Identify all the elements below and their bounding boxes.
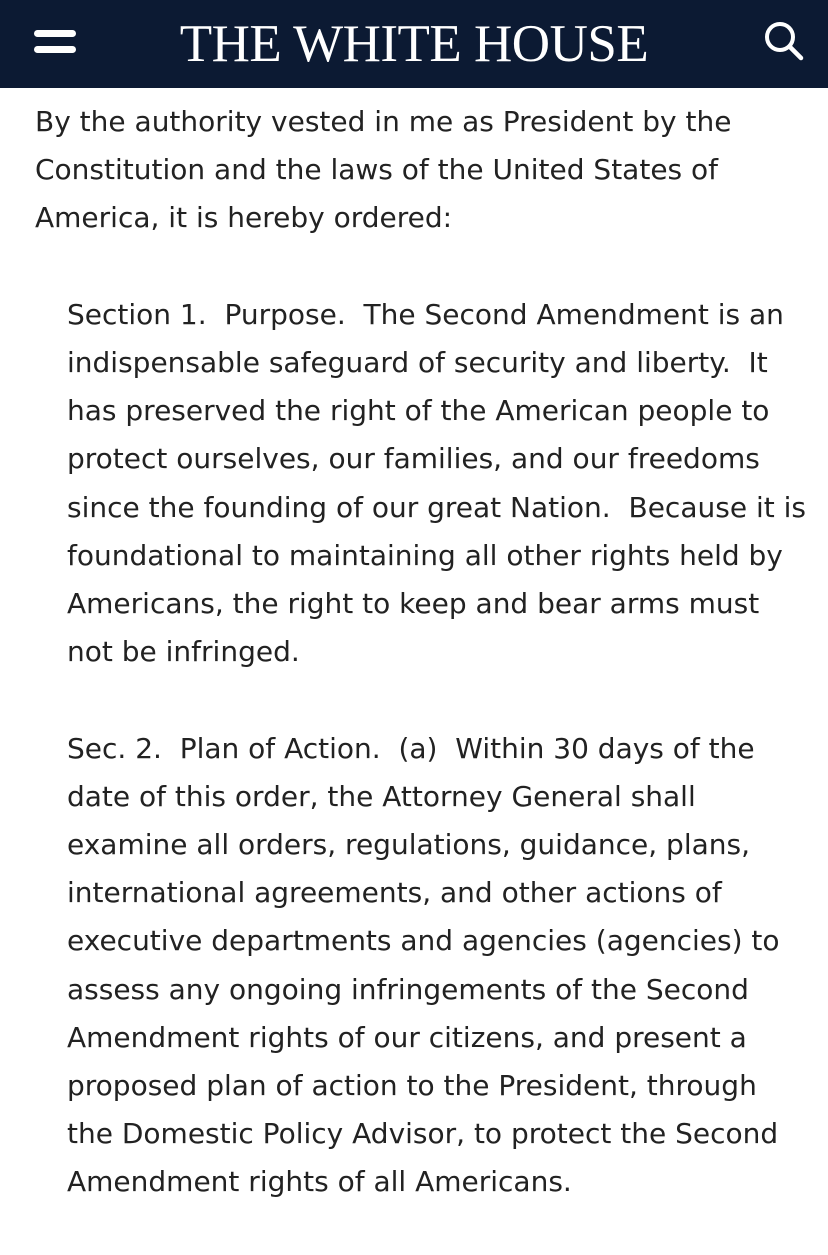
menu-button[interactable] (34, 26, 76, 60)
menu-icon-bar (34, 46, 76, 53)
top-navigation-bar (0, 0, 828, 88)
section-1-paragraph: Section 1. Purpose. The Second Amendment is an indispensable safeguard of security and liberty. It has preserved the right of the American people to protect ourselves, our families, and our freedoms since the founding of our great Nation. Because it is foundational to maintaining all other rights held by Americans, the right to keep and bear arms must not be infringed. (67, 297, 815, 669)
search-icon (760, 18, 808, 66)
site-title[interactable]: THE WHITE HOUSE (179, 15, 649, 73)
intro-paragraph: By the authority vested in me as President by the Constitution and the laws of the United States of America, it is hereby ordered: (35, 105, 741, 235)
executive-order-body (35, 98, 815, 1255)
menu-icon (34, 30, 76, 37)
section-2-paragraph: Sec. 2. Plan of Action. (a) Within 30 days of the date of this order, the Attorney General shall examine all orders, regulations, guidance, plans, international agreements, and other actions of executive departments and agencies (agencies) to assess any ongoing infringements of the Second Amendment rights of our citizens, and present a proposed plan of action to the President, through the Domestic Policy Advisor, to protect the Second Amendment rights of all Americans. (67, 731, 789, 1199)
search-button[interactable] (760, 18, 808, 66)
